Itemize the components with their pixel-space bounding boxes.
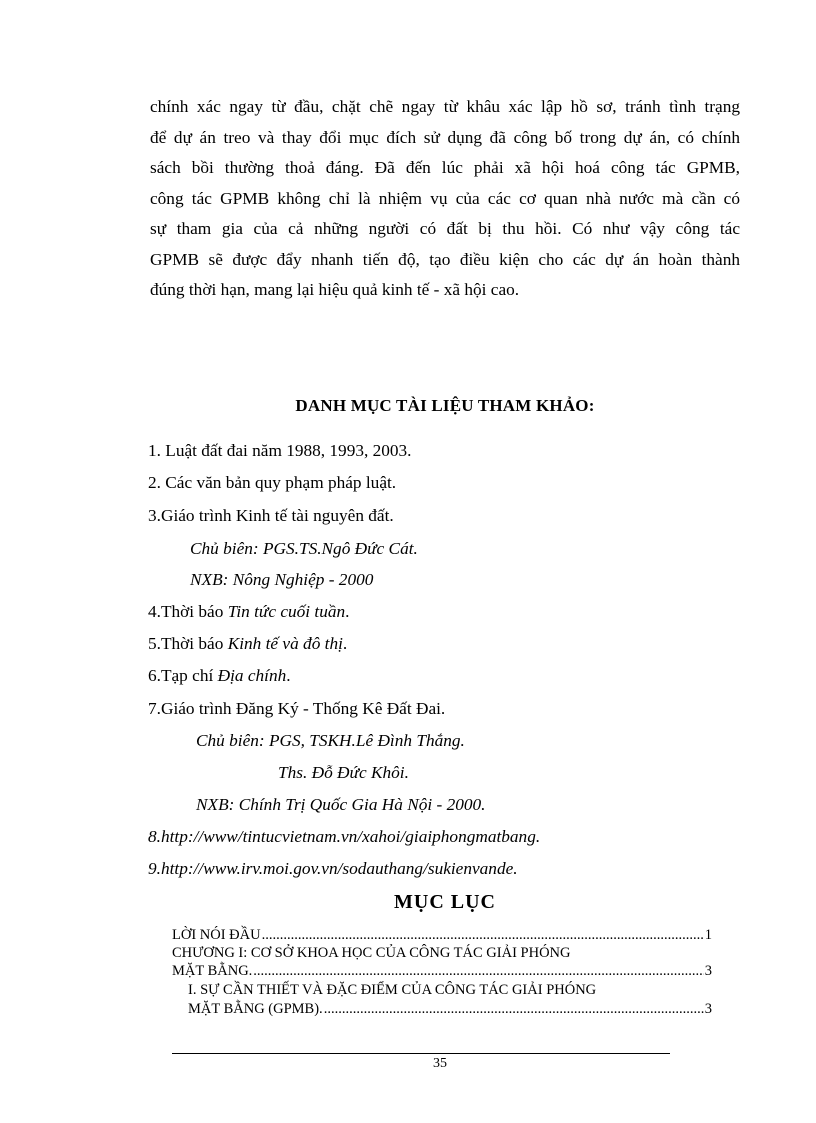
toc-entry[interactable] xyxy=(172,927,712,944)
toc-dot-leader xyxy=(324,1001,704,1018)
reference-editor: Chủ biên: PGS, TSKH.Lê Đình Thắng. xyxy=(196,731,465,750)
toc-title: MỤC LỤC xyxy=(394,891,496,913)
toc-entry[interactable] xyxy=(188,1001,712,1018)
reference-publisher: NXB: Chính Trị Quốc Gia Hà Nội - 2000. xyxy=(196,795,486,814)
footer-rule xyxy=(172,1053,670,1054)
reference-item: 7.Giáo trình Đăng Ký - Thống Kê Đất Đai. xyxy=(148,699,446,718)
paragraph-line: sách bồi thường thoả đáng. Đã đến lúc phải xã hội hoá công tác GPMB, xyxy=(150,158,740,177)
reference-link: 9.http://www.irv.moi.gov.vn/sodauthang/sukienvande. xyxy=(148,859,518,878)
toc-dot-leader xyxy=(253,963,703,980)
toc-entry[interactable] xyxy=(172,963,712,980)
paragraph-line: để dự án treo và thay đổi mục đích sử dụng đã công bố trong dự án, có chính xyxy=(150,127,740,147)
reference-item xyxy=(148,602,349,622)
toc-entry-label: LỜI NÓI ĐẦU xyxy=(172,927,261,943)
toc-entry-page: 3 xyxy=(704,963,712,979)
reference-coeditor: Ths. Đỗ Đức Khôi. xyxy=(278,763,409,782)
references-title: DANH MỤC TÀI LIỆU THAM KHẢO: xyxy=(295,396,595,415)
reference-prefix: 5.Thời báo xyxy=(148,634,228,653)
reference-suffix: . xyxy=(345,602,350,621)
paragraph-line: sự tham gia của cả những người có đất bị thu hồi. Có như vậy công tác xyxy=(150,219,740,238)
reference-suffix: . xyxy=(342,634,348,653)
toc-entry-label-line1[interactable]: CHƯƠNG I: CƠ SỞ KHOA HỌC CỦA CÔNG TÁC GIẢI PHÓNG xyxy=(172,945,571,961)
reference-item: 2. Các văn bản quy phạm pháp luật. xyxy=(148,473,397,492)
reference-item: 1. Luật đất đai năm 1988, 1993, 2003. xyxy=(148,441,412,460)
reference-item xyxy=(148,634,347,654)
reference-publisher: NXB: Nông Nghiệp - 2000 xyxy=(190,570,374,589)
toc-entry-page: 1 xyxy=(704,927,712,943)
page-number: 35 xyxy=(433,1056,447,1071)
reference-item xyxy=(148,666,291,686)
toc-entry-label-line2: MẶT BẰNG (GPMB). xyxy=(188,1001,323,1017)
toc-dot-leader xyxy=(262,927,704,944)
paragraph-line: chính xác ngay từ đầu, chặt chẽ ngay từ khâu xác lập hồ sơ, tránh tình trạng xyxy=(150,97,740,116)
toc-entry-label-line2: MẶT BẰNG. xyxy=(172,963,253,979)
reference-italic-title: Kinh tế và đô thị xyxy=(227,634,343,653)
reference-prefix: 4.Thời báo xyxy=(148,602,228,621)
paragraph-line: đúng thời hạn, mang lại hiệu quả kinh tế - xã hội cao. xyxy=(150,280,520,299)
reference-italic-title: Tin tức cuối tuần xyxy=(227,602,346,621)
reference-editor: Chủ biên: PGS.TS.Ngô Đức Cát. xyxy=(190,539,418,558)
reference-item: 3.Giáo trình Kinh tế tài nguyên đất. xyxy=(148,506,394,525)
reference-suffix: . xyxy=(286,666,291,685)
toc-entry-label-line1[interactable]: I. SỰ CẦN THIẾT VÀ ĐẶC ĐIỂM CỦA CÔNG TÁC GIẢI PHÓNG xyxy=(188,982,597,998)
paragraph-line: công tác GPMB không chỉ là nhiệm vụ của các cơ quan nhà nước mà cần có xyxy=(150,188,740,208)
reference-prefix: 6.Tạp chí xyxy=(148,666,218,685)
reference-link: 8.http://www/tintucvietnam.vn/xahoi/giaiphongmatbang. xyxy=(148,827,541,846)
body-paragraph xyxy=(150,92,740,306)
reference-italic-title: Địa chính xyxy=(217,666,287,685)
toc-entry-page: 3 xyxy=(704,1001,712,1017)
paragraph-line: GPMB sẽ được đẩy nhanh tiến độ, tạo điều kiện cho các dự án hoàn thành xyxy=(150,249,740,269)
